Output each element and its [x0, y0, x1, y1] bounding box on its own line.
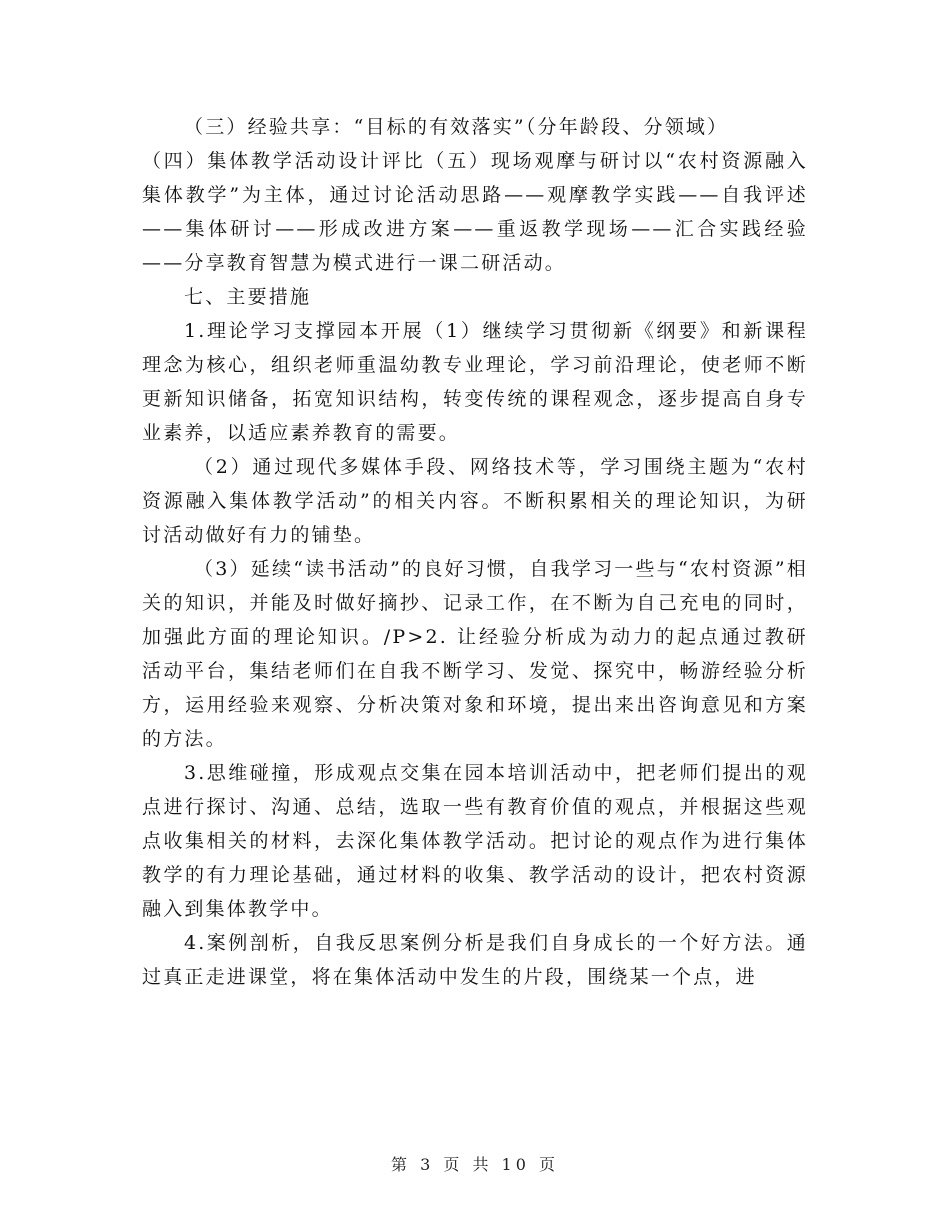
paragraph-experience-sharing: （三）经验共享：“目标的有效落实”（分年龄段、分领域）	[184, 116, 729, 138]
paragraph-theory-study: 1.理论学习支撑园本开展（1）继续学习贯彻新《纲要》和新课程理念为核心，组织老师重温幼教专业理论，学习前沿理论，使老师不断更新知识储备，拓宽知识结构，转变传统的课程观念，逐步提高自身专业素养，以适应素养教育的需要。	[142, 320, 808, 444]
paragraph-case-analysis: 4.案例剖析，自我反思案例分析是我们自身成长的一个好方法。通过真正走进课堂，将在集体活动中发生的片段，围绕某一个点，进	[142, 932, 808, 988]
section-heading-main-measures: 七、主要措施	[184, 286, 312, 308]
document-body	[142, 110, 808, 994]
page-number-footer: 第 3 页 共 10 页	[391, 1155, 559, 1174]
paragraph-multimedia-study: （2）通过现代多媒体手段、网络技术等，学习围绕主题为“农村资源融入集体教学活动”的相关内容。不断积累相关的理论知识，为研讨活动做好有力的铺垫。	[142, 456, 808, 546]
paragraph-thought-collision: 3.思维碰撞，形成观点交集在园本培训活动中，把老师们提出的观点进行探讨、沟通、总结，选取一些有教育价值的观点，并根据这些观点收集相关的材料，去深化集体教学活动。把讨论的观点作为进行集体教学的有力理论基础，通过材料的收集、教学活动的设计，把农村资源融入到集体教学中。	[142, 762, 808, 920]
paragraph-reading-activity: （3）延续“读书活动”的良好习惯，自我学习一些与“农村资源”相关的知识，并能及时做好摘抄、记录工作，在不断为自己充电的同时，加强此方面的理论知识。/P>2. 让经验分析成为动力的起点通过教研活动平台，集结老师们在自我不断学习、发觉、探究中，畅游经验分析方，运用经验来观察、分析决策对象和环境，提出来出咨询意见和方案的方法。	[142, 558, 808, 750]
paragraph-teaching-design-comparison: （四）集体教学活动设计评比（五）现场观摩与研讨以“农村资源融入集体教学”为主体，通过讨论活动思路——观摩教学实践——自我评述——集体研讨——形成改进方案——重返教学现场——汇合实践经验——分享教育智慧为模式进行一课二研活动。	[142, 150, 808, 274]
